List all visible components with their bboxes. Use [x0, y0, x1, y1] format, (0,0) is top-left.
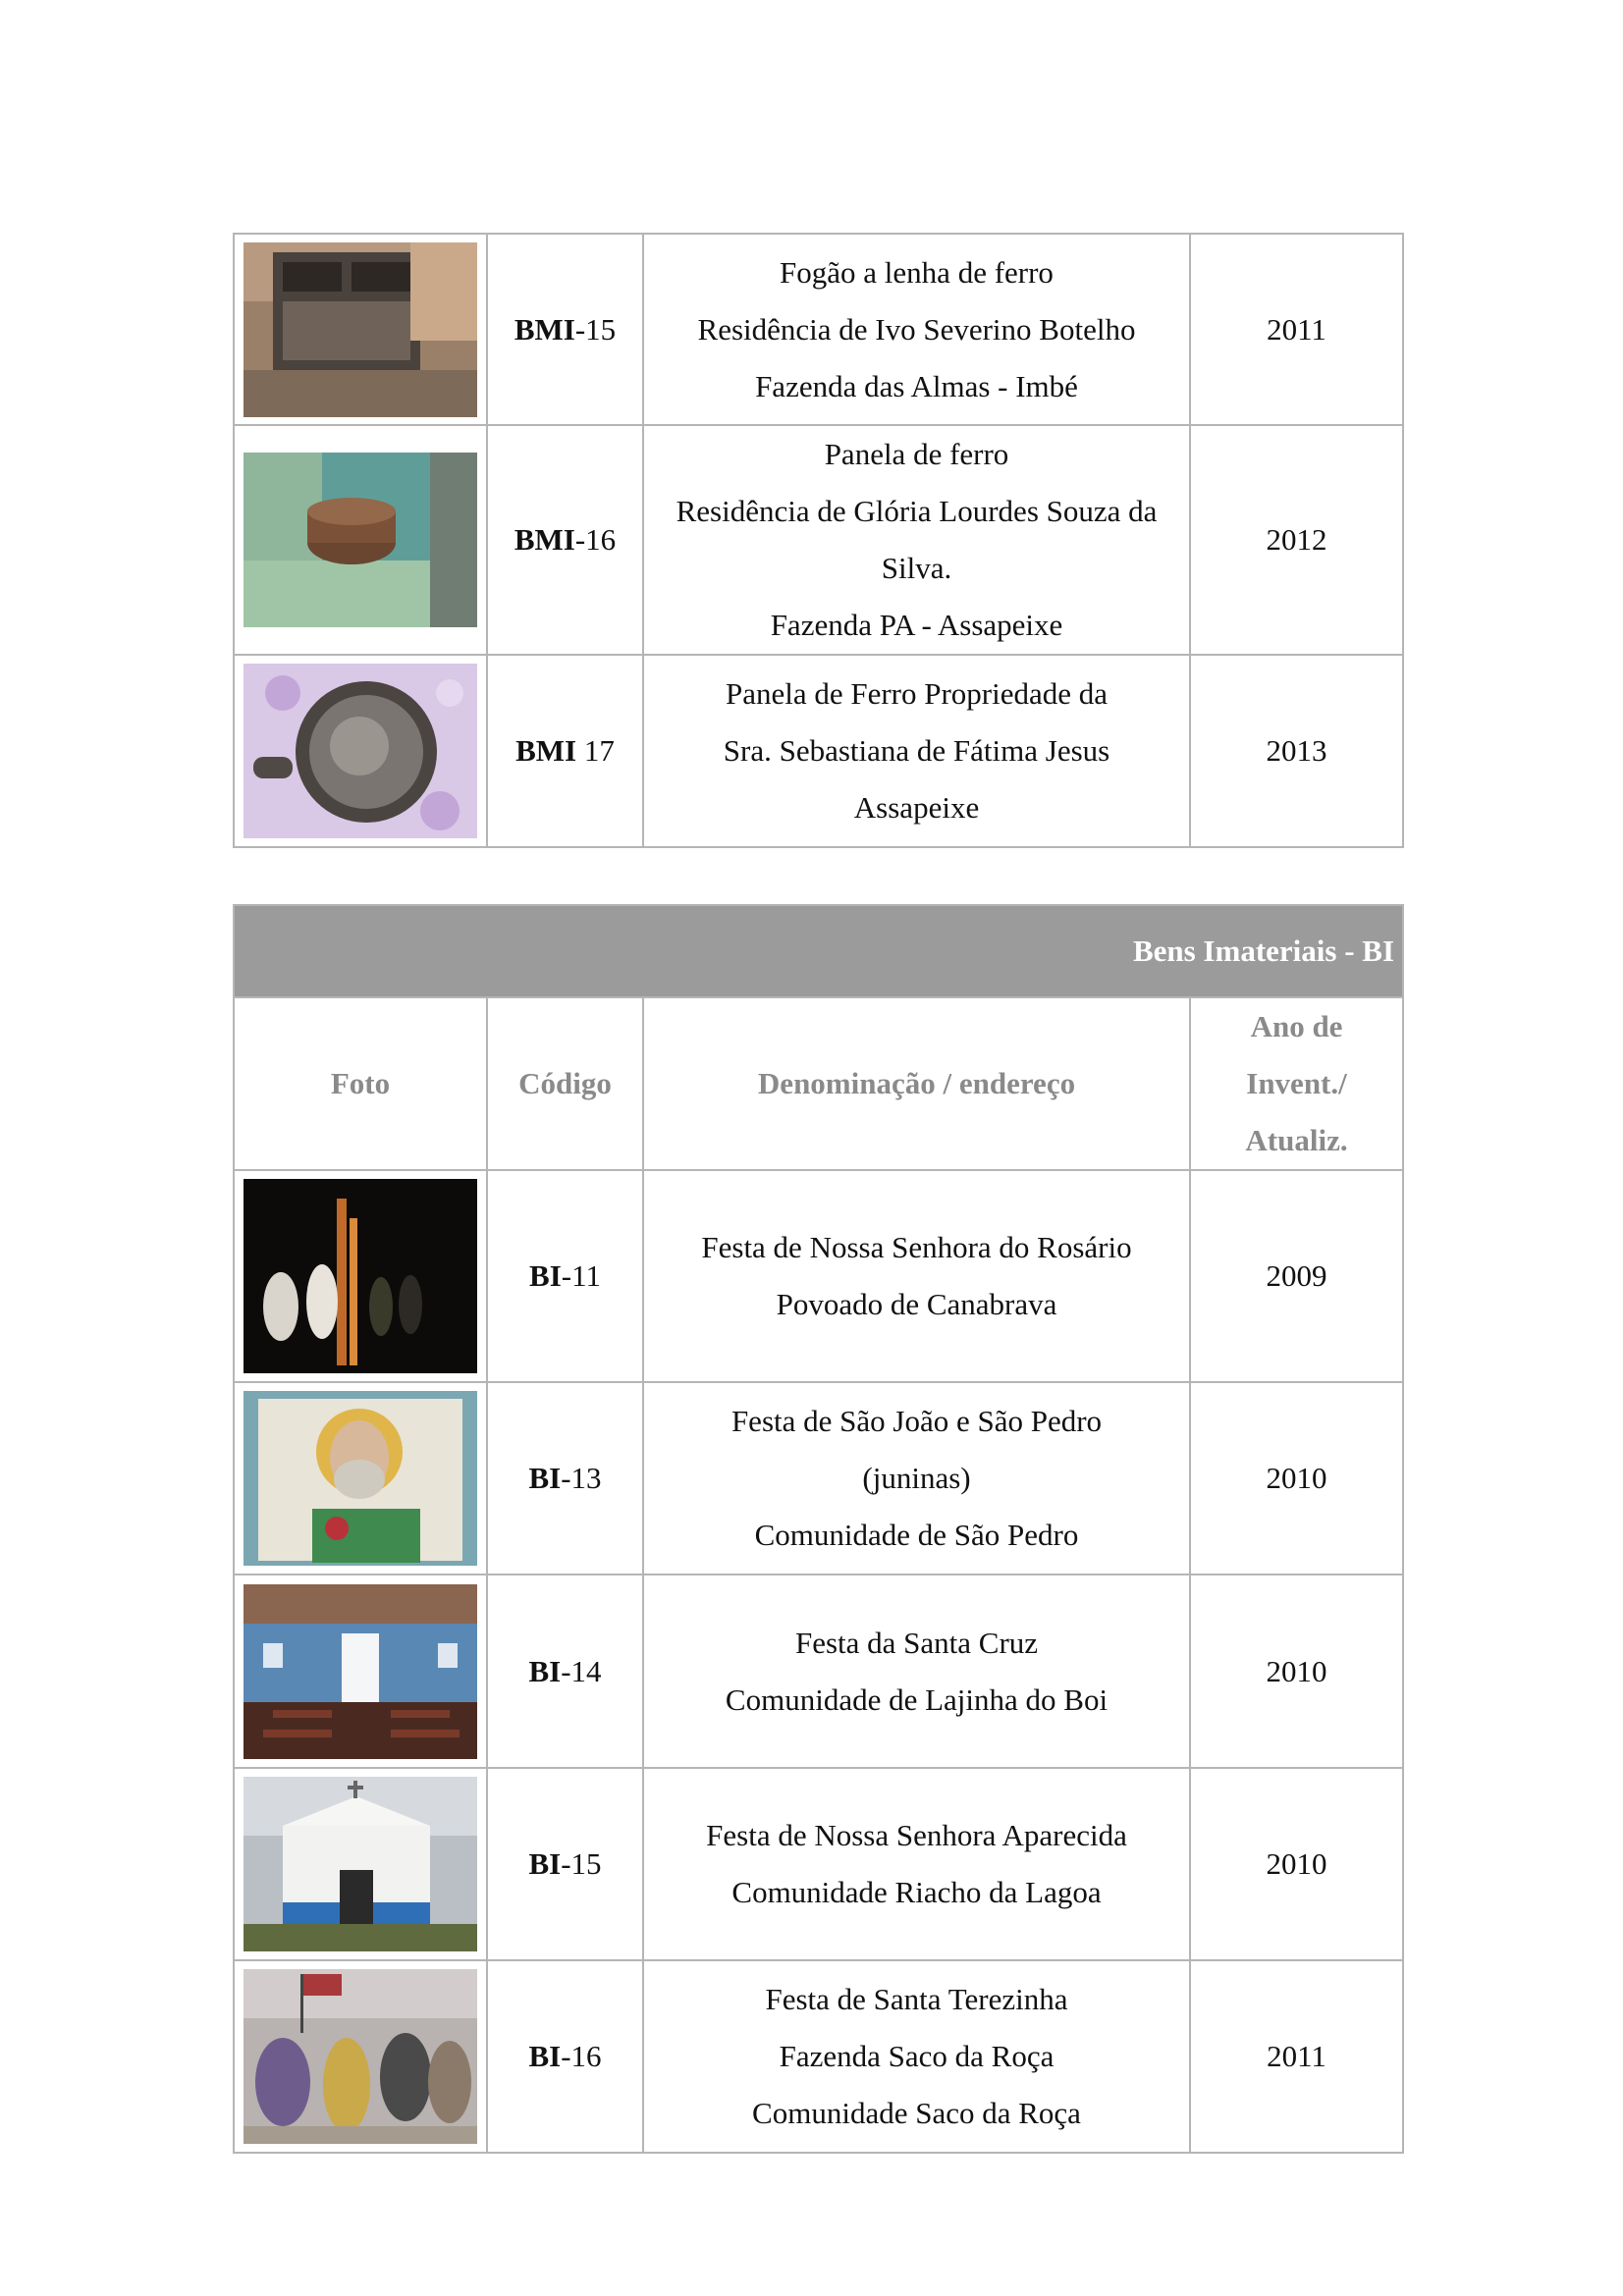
- code-cell: BI-14: [487, 1575, 643, 1768]
- year-cell: 2011: [1190, 234, 1403, 425]
- code-cell: BI-13: [487, 1382, 643, 1575]
- horse-riders-photo: [243, 1969, 477, 2144]
- header-name: Denominação / endereço: [643, 997, 1190, 1170]
- year-cell: 2009: [1190, 1170, 1403, 1382]
- header-code: Código: [487, 997, 643, 1170]
- year-cell: 2012: [1190, 425, 1403, 655]
- name-cell: Panela de Ferro Propriedade da Sra. Sebastiana de Fátima Jesus Assapeixe: [643, 655, 1190, 847]
- name-cell: Festa de Santa Terezinha Fazenda Saco da Roça Comunidade Saco da Roça: [643, 1960, 1190, 2153]
- year-cell: 2010: [1190, 1768, 1403, 1960]
- name-cell: Festa de São João e São Pedro (juninas) Comunidade de São Pedro: [643, 1382, 1190, 1575]
- chapel-interior-photo: [243, 1584, 477, 1759]
- table-row: [234, 1768, 1403, 1960]
- code-cell: BI-15: [487, 1768, 643, 1960]
- name-cell: Panela de ferro Residência de Glória Lourdes Souza da Silva. Fazenda PA - Assapeixe: [643, 425, 1190, 655]
- year-cell: 2013: [1190, 655, 1403, 847]
- year-cell: 2011: [1190, 1960, 1403, 2153]
- code-cell: BMI-15: [487, 234, 643, 425]
- table-row: [234, 1170, 1403, 1382]
- column-header-row: [234, 997, 1403, 1170]
- code-cell: BMI-16: [487, 425, 643, 655]
- section-title: Bens Imateriais - BI: [234, 905, 1403, 997]
- year-cell: 2010: [1190, 1382, 1403, 1575]
- bmi-table: [233, 233, 1404, 848]
- table-row: [234, 1575, 1403, 1768]
- name-cell: Festa de Nossa Senhora do Rosário Povoado de Canabrava: [643, 1170, 1190, 1382]
- name-cell: Festa de Nossa Senhora Aparecida Comunidade Riacho da Lagoa: [643, 1768, 1190, 1960]
- table-row: [234, 234, 1403, 425]
- code-cell: BI-11: [487, 1170, 643, 1382]
- table-row: [234, 1960, 1403, 2153]
- header-year: Ano de Invent./ Atualiz.: [1190, 997, 1403, 1170]
- bi-table: [233, 904, 1404, 2154]
- name-cell: Festa da Santa Cruz Comunidade de Lajinha do Boi: [643, 1575, 1190, 1768]
- table-row: [234, 425, 1403, 655]
- code-cell: BI-16: [487, 1960, 643, 2153]
- wood-stove-photo: [243, 242, 477, 417]
- table-row: [234, 1382, 1403, 1575]
- section-header-row: [234, 905, 1403, 997]
- code-cell: BMI 17: [487, 655, 643, 847]
- white-chapel-photo: [243, 1777, 477, 1951]
- header-photo: Foto: [234, 997, 487, 1170]
- iron-pot-photo: [243, 453, 477, 627]
- saint-peter-banner-photo: [243, 1391, 477, 1566]
- table-row: [234, 655, 1403, 847]
- year-cell: 2010: [1190, 1575, 1403, 1768]
- night-festival-photo: [243, 1179, 477, 1373]
- name-cell: Fogão a lenha de ferro Residência de Ivo Severino Botelho Fazenda das Almas - Imbé: [643, 234, 1190, 425]
- iron-pan-photo: [243, 664, 477, 838]
